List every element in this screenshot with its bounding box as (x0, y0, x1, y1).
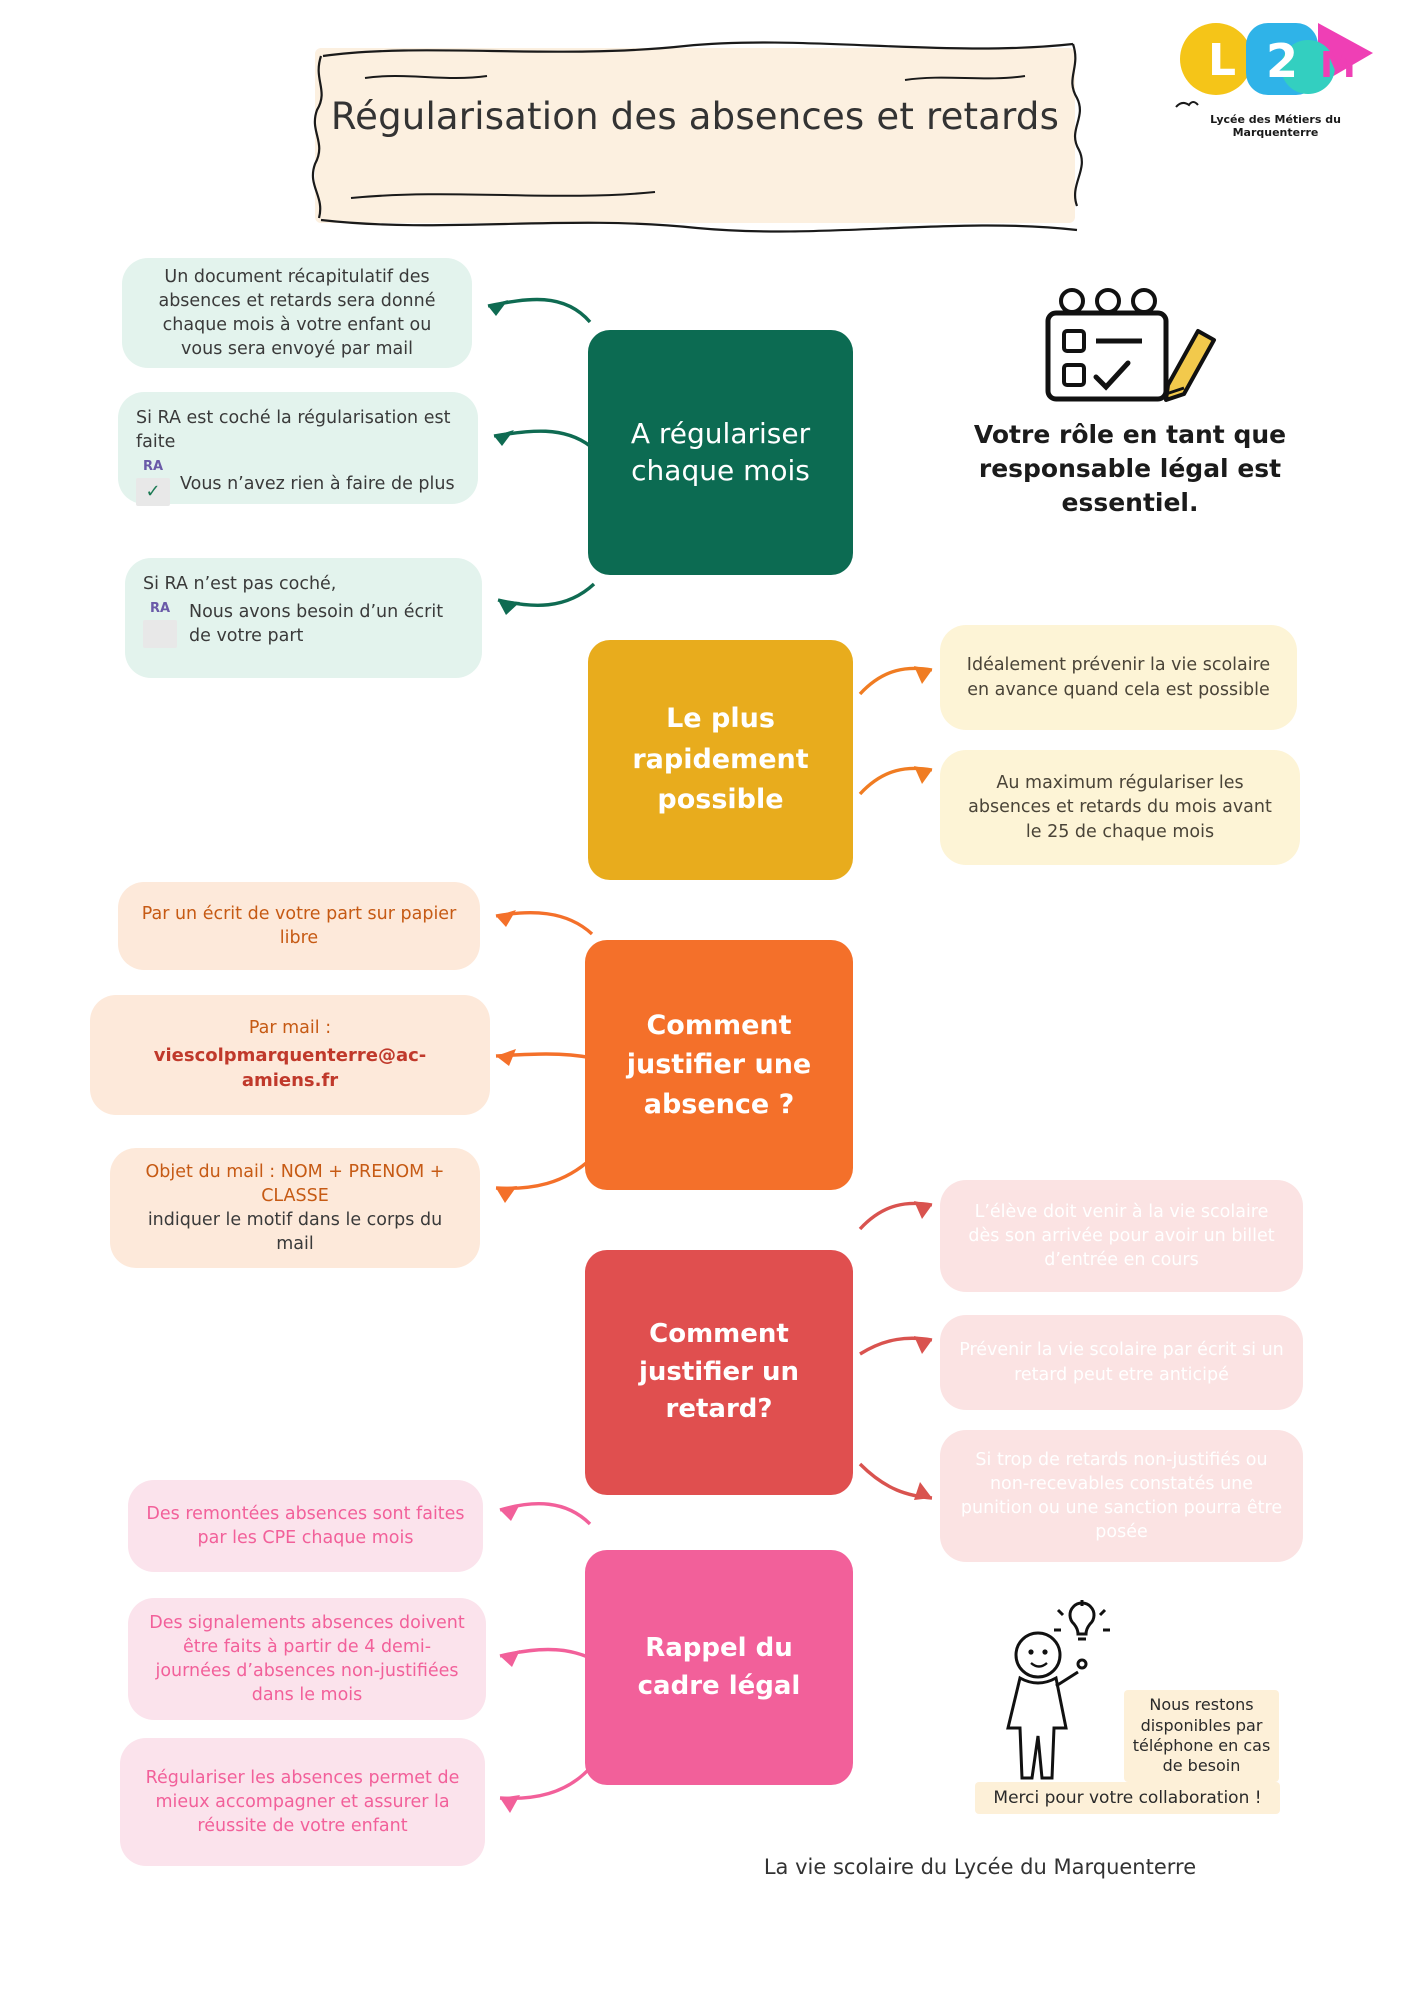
arrow-red-3 (858, 1460, 948, 1516)
note-red-1-text: L’élève doit venir à la vie scolaire dès son arrivée pour avoir un billet d’entrée en cours (968, 1201, 1275, 1271)
ra-label: RA (142, 459, 164, 475)
arrow-yellow-2 (858, 760, 948, 810)
note-pink-3-text: Régulariser les absences permet de mieux accompagner et assurer la réussite de votre enfant (145, 1767, 460, 1837)
arrow-red-2 (858, 1330, 948, 1370)
arrow-orange-1 (482, 900, 602, 950)
note-orange-1-text: Par un écrit de votre part sur papier libre (141, 903, 457, 948)
note-green-2-lead: Si RA est coché la régularisation est faite (136, 408, 451, 453)
ra-checkbox-checked: ✓ (136, 478, 170, 506)
note-red-3 (940, 1430, 1303, 1562)
block-justifier-retard[interactable] (585, 1250, 853, 1495)
note-thanks-text: Merci pour votre collaboration ! (993, 1788, 1262, 1808)
arrow-green-3 (482, 572, 602, 628)
role-statement: Votre rôle en tant que responsable légal est essentiel. (973, 420, 1287, 517)
arrow-pink-3 (488, 1760, 598, 1816)
note-green-3-lead: Si RA n’est pas coché, (143, 574, 337, 594)
ra-checked-widget (136, 458, 170, 506)
note-pink-1-text: Des remontées absences sont faites par les CPE chaque mois (146, 1503, 465, 1548)
checklist-pencil-icon (1030, 285, 1220, 410)
block-justifier-retard-label: Comment justifier un retard? (638, 1318, 800, 1425)
note-green-1 (122, 258, 472, 368)
note-green-3-tail: Nous avons besoin d’un écrit de votre part (189, 602, 444, 647)
note-red-3-text: Si trop de retards non-justifiés ou non-recevables constatés une punition ou une sanction pourra être posée (960, 1449, 1283, 1543)
logo-caption: Lycée des Métiers du Marquenterre (1210, 113, 1341, 139)
arrow-green-2 (478, 418, 598, 464)
note-red-2 (940, 1315, 1303, 1410)
logo-graphic (1168, 15, 1383, 115)
block-justifier-absence[interactable] (585, 940, 853, 1190)
note-yellow-2-text: Au maximum régulariser les absences et retards du mois avant le 25 de chaque mois (968, 773, 1272, 842)
contact-email[interactable]: viescolpmarquenterre@ac-amiens.fr (153, 1045, 427, 1092)
block-justifier-absence-label: Comment justifier une absence ? (626, 1010, 812, 1120)
note-red-1 (940, 1180, 1303, 1292)
footer-signature: La vie scolaire du Lycée du Marquenterre (763, 1855, 1197, 1879)
note-orange-3 (110, 1148, 480, 1268)
school-logo (1168, 15, 1383, 145)
note-thanks (975, 1782, 1280, 1814)
arrow-green-1 (472, 280, 602, 340)
page-title: Régularisation des absences et retards (330, 95, 1060, 138)
note-orange-2 (90, 995, 490, 1115)
arrow-pink-1 (488, 1490, 598, 1542)
note-yellow-1-text: Idéalement prévenir la vie scolaire en avance quand cela est possible (966, 655, 1271, 700)
block-a-regulariser-label: A régulariser chaque mois (630, 416, 811, 487)
block-a-regulariser[interactable] (588, 330, 853, 575)
ra-label: RA (149, 601, 171, 617)
note-orange-3-tail: indiquer le motif dans le corps du mail (147, 1210, 443, 1255)
note-yellow-2 (940, 750, 1300, 865)
note-pink-2 (128, 1598, 486, 1720)
svg-text:2: 2 (1266, 34, 1299, 88)
note-yellow-1 (940, 625, 1297, 730)
ra-checkbox-empty (143, 620, 177, 648)
svg-text:L: L (1208, 35, 1237, 86)
note-green-3 (125, 558, 482, 678)
ra-unchecked-widget (143, 600, 177, 648)
note-pink-2-text: Des signalements absences doivent être faits à partir de 4 demi-journées d’absences non-justifiées dans le mois (149, 1612, 465, 1706)
block-le-plus-rapidement[interactable] (588, 640, 853, 880)
note-green-2-tail: Vous n’avez rien à faire de plus (180, 474, 455, 495)
block-rappel-cadre-legal-label: Rappel du cadre légal (637, 1632, 801, 1701)
note-green-2 (118, 392, 478, 504)
note-availability (1124, 1690, 1279, 1782)
note-orange-1 (118, 882, 480, 970)
arrow-orange-3 (482, 1150, 602, 1206)
arrow-pink-2 (488, 1638, 598, 1678)
note-pink-1 (128, 1480, 483, 1572)
note-availability-text: Nous restons disponibles par téléphone en cas de besoin (1132, 1695, 1271, 1776)
person-idea-icon (990, 1600, 1120, 1790)
note-green-1-text: Un document récapitulatif des absences et retards sera donné chaque mois à votre enfant ou vous sera envoyé par mail (158, 266, 436, 360)
arrow-red-1 (858, 1195, 948, 1245)
note-red-2-text: Prévenir la vie scolaire par écrit si un retard peut etre anticipé (959, 1340, 1284, 1385)
arrow-orange-2 (482, 1040, 602, 1076)
block-le-plus-rapidement-label: Le plus rapidement possible (632, 703, 809, 816)
note-pink-3 (120, 1738, 485, 1866)
svg-text:M: M (1320, 45, 1356, 86)
arrow-yellow-1 (858, 660, 948, 710)
note-orange-3-lead: Objet du mail : NOM + PRENOM + CLASSE (145, 1161, 445, 1206)
block-rappel-cadre-legal[interactable] (585, 1550, 853, 1785)
note-orange-2-lead: Par mail : (248, 1018, 332, 1039)
